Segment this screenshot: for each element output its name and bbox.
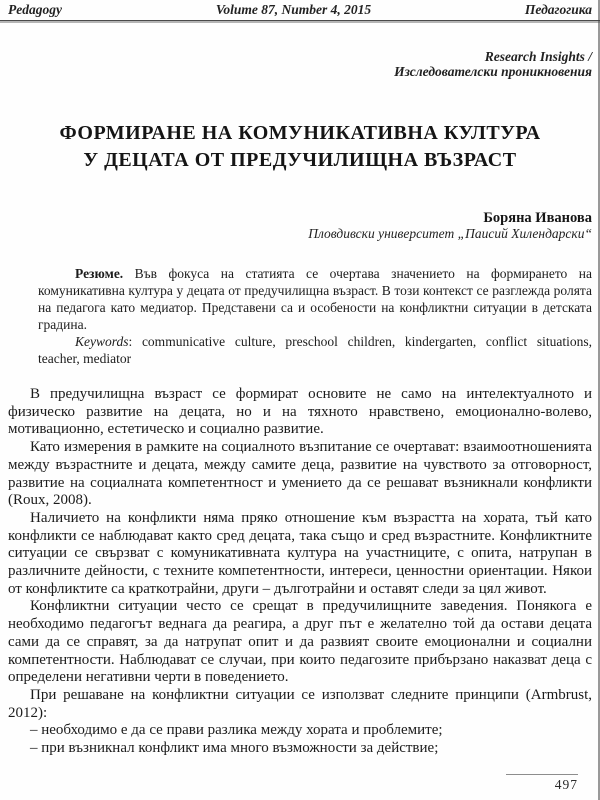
- principle-list-item: – необходимо е да се прави разлика между хората и проблемите;: [30, 722, 443, 739]
- body-paragraph: В предучилищна възраст се формират основите не само на интелектуалното и физическо развитие на децата, но и на тяхното нравствено, емоционално-волево, мотивационно, естетическо и социално развитие.: [8, 386, 592, 438]
- journal-name-en: Pedagogy: [8, 2, 62, 17]
- abstract-block: [8, 265, 592, 367]
- author-name: Боряна Иванова: [483, 210, 592, 226]
- section-label-bg: Изследователски проникновения: [394, 64, 592, 79]
- section-label: [8, 49, 592, 79]
- abstract-label: Резюме.: [75, 266, 124, 281]
- body-paragraph: При решаване на конфликтни ситуации се използват следните принципи (Armbrust, 2012):: [8, 686, 592, 721]
- running-head: [8, 2, 592, 18]
- author-affiliation: Пловдивски университет „Паисий Хилендарски“: [308, 226, 592, 241]
- article-title-line1: ФОРМИРАНЕ НА КОМУНИКАТИВНА КУЛТУРА: [59, 122, 541, 144]
- article-title-line2: У ДЕЦАТА ОТ ПРЕДУЧИЛИЩНА ВЪЗРАСТ: [83, 149, 517, 171]
- keywords-label: Keywords: [75, 334, 129, 349]
- article-body: [8, 386, 592, 758]
- section-label-en: Research Insights /: [484, 49, 592, 64]
- page-number: 497: [554, 777, 578, 792]
- body-paragraph: Като измерения в рамките на социалното възпитание се очертават: взаимоотношенията между възрастните и децата, между самите деца, развитие на чувството за отговорност, развитие на социалната компетентност и умението да се решават възникнали конфликти (Roux, 2008).: [8, 439, 592, 509]
- article-title: [8, 120, 592, 174]
- journal-name-bg: Педагогика: [524, 2, 592, 17]
- header-divider: [0, 20, 600, 23]
- footer-divider: [506, 774, 578, 775]
- page-footer: [506, 774, 578, 793]
- author-block: [8, 211, 592, 241]
- journal-issue: Volume 87, Number 4, 2015: [215, 2, 372, 17]
- abstract-text: Във фокуса на статията се очертава значението на формирането на комуникативна култура у децата от предучилищна възраст. В този контекст се разглежда ролята на педагога като медиатор. Представени са и особености на конфликтни ситуации в детската градина.: [38, 266, 592, 332]
- abstract-paragraph: [38, 265, 592, 333]
- principle-list-item: – при възникнал конфликт има много възможности за действие;: [30, 740, 439, 757]
- body-paragraph: Конфликтни ситуации често се срещат в предучилищните заведения. Понякога е необходимо педагогът веднага да реагира, а друг път е желателно той да остави децата сами да се справят, за да натрупат опит и да развият своите емоционални и социални компетентности. Наблюдават се случаи, при които педагозите прибързано наказват деца с определени негативни черти в поведението.: [8, 598, 592, 686]
- keywords-text: : communicative culture, preschool children, kindergarten, conflict situations, teacher, mediator: [38, 334, 592, 366]
- keywords-paragraph: [38, 333, 592, 367]
- body-paragraph: Наличието на конфликти няма пряко отношение към възрастта на хората, тъй като конфликти се наблюдават както сред децата, така също и сред възрастните. Конфликтните ситуации се свързват с комуникативната култура на участниците, с опита, натрупан в различните дейности, с техните компетентности, интереси, ценностни ориентации. Някои от конфликтите са краткотрайни, други – дълготрайни и оставят следи за цял живот.: [8, 509, 592, 597]
